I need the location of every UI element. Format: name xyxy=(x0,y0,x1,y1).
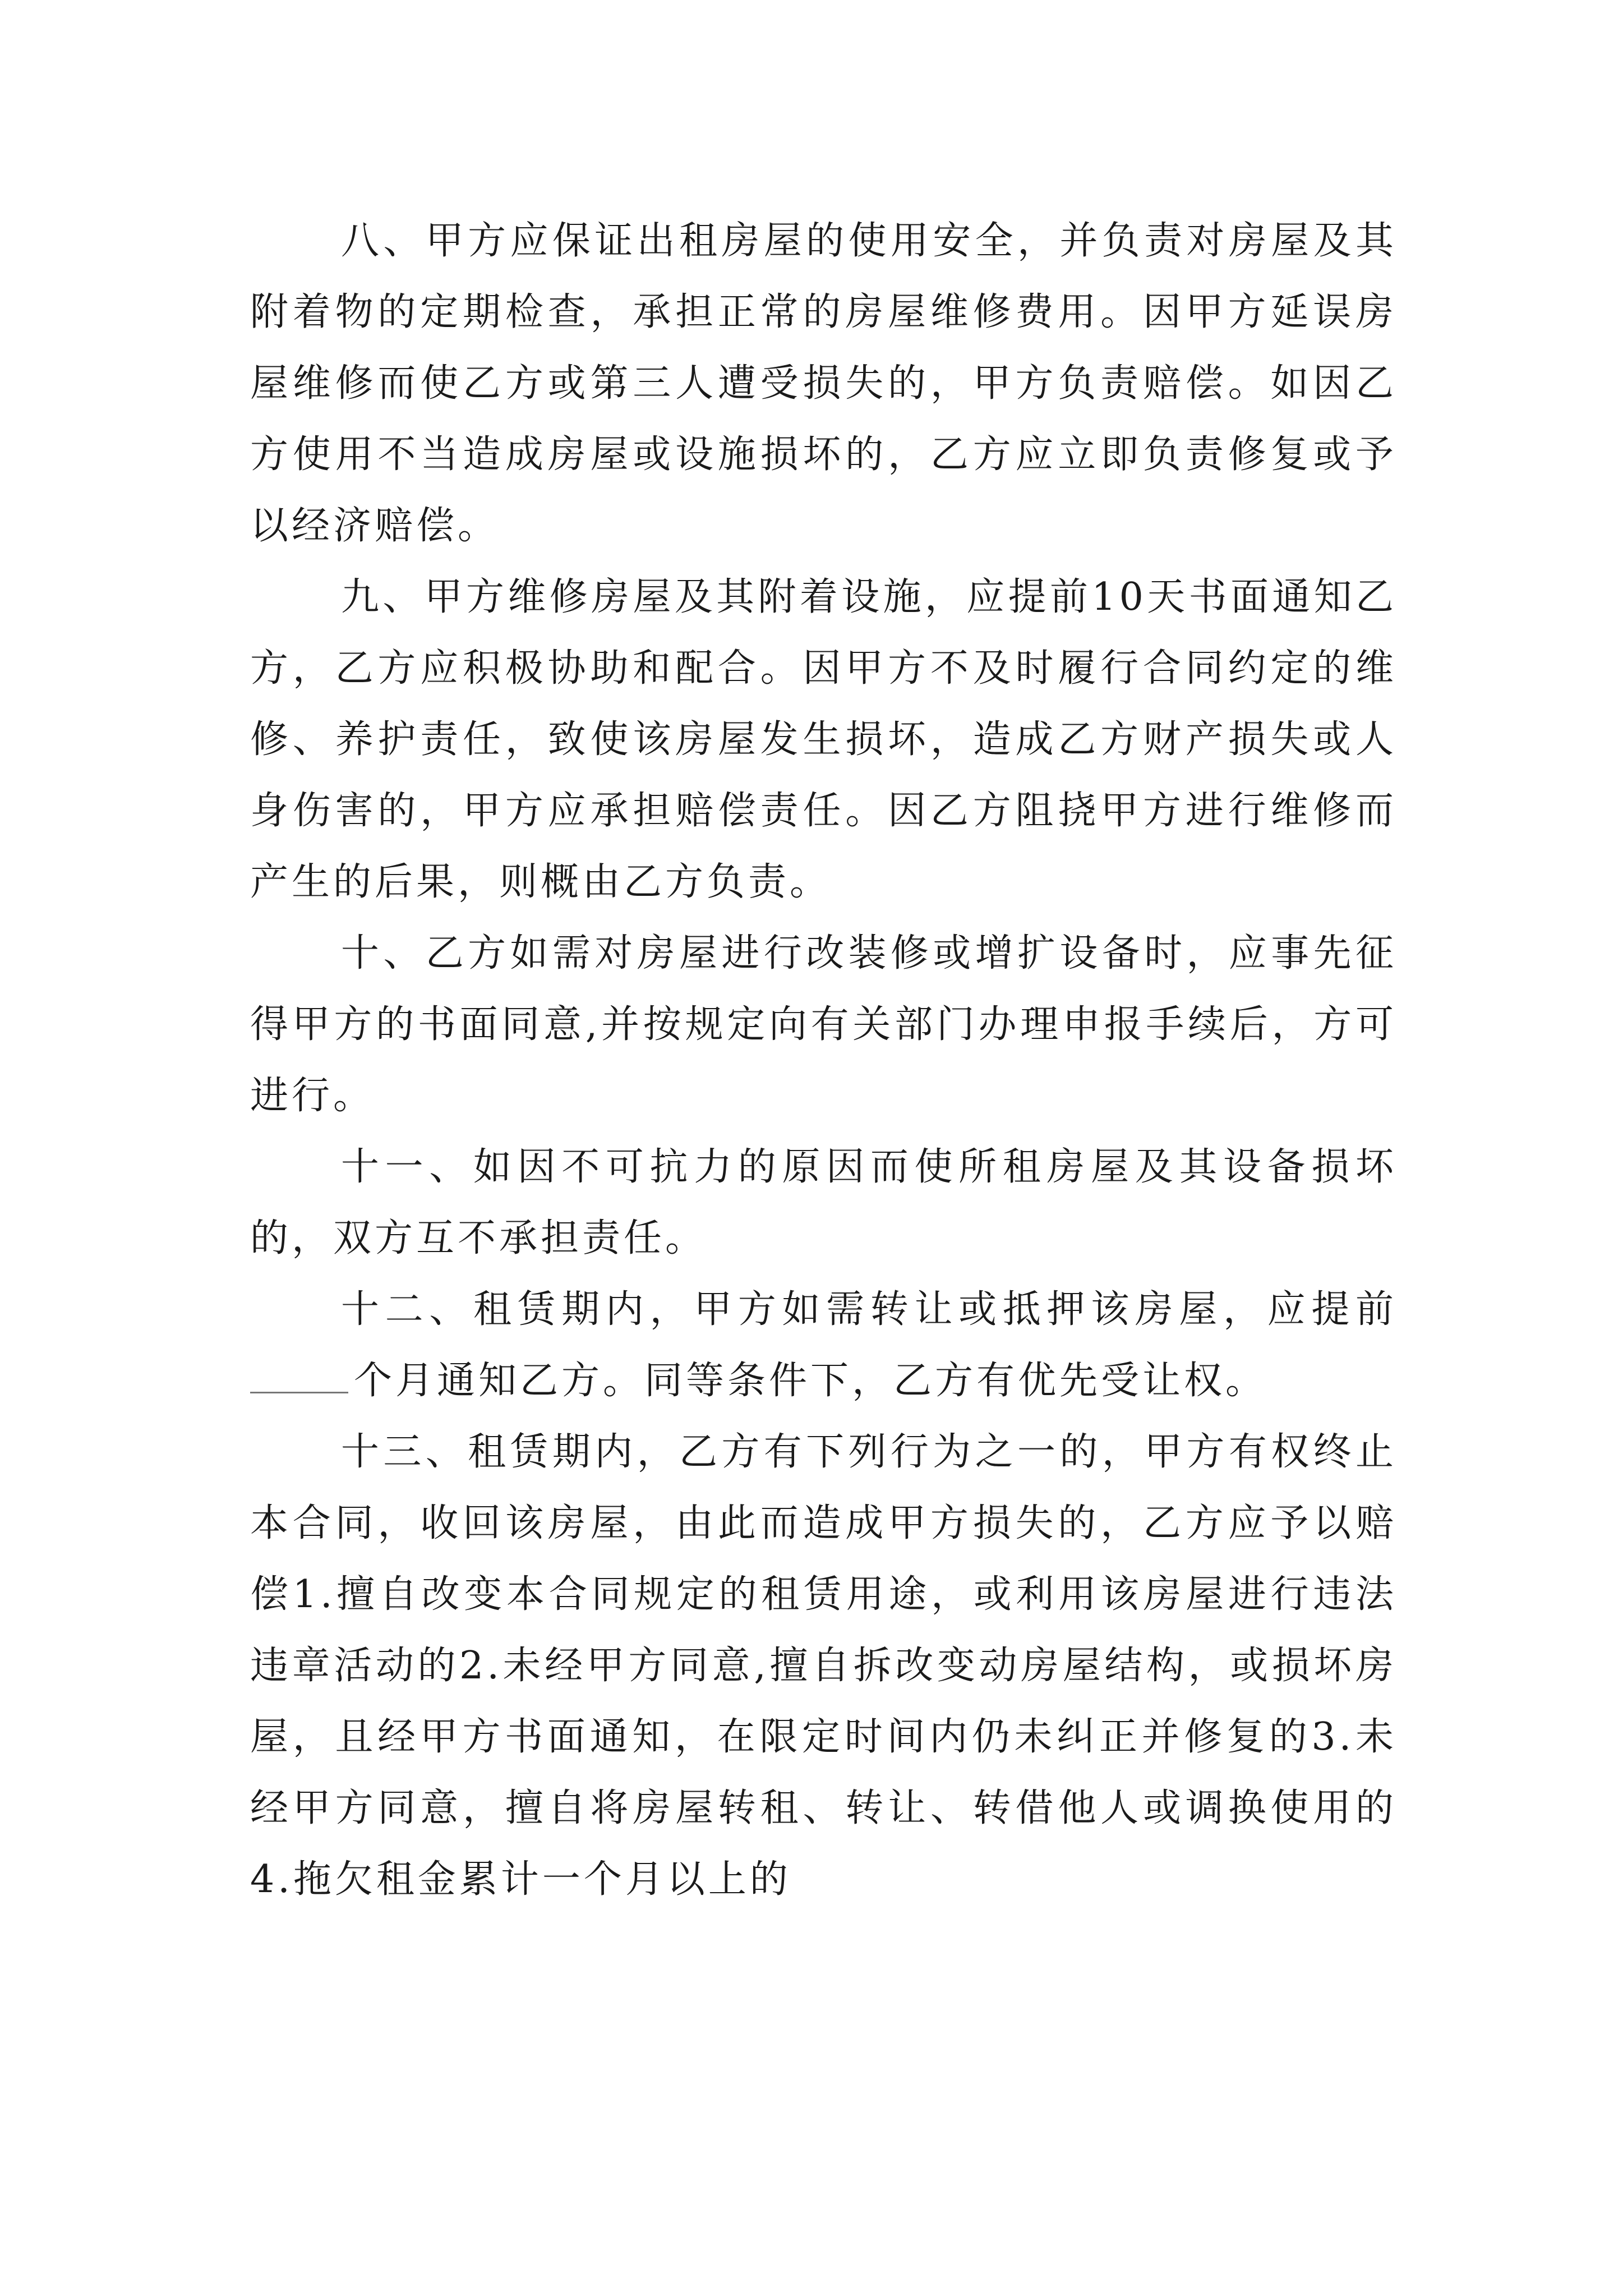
clause-12-paragraph xyxy=(250,1274,1397,1416)
clause-12-text-before-blank: 十二、租赁期内，甲方如需转让或抵押该房屋，应提前 xyxy=(341,1287,1397,1332)
clause-8-paragraph: 八、甲方应保证出租房屋的使用安全，并负责对房屋及其附着物的定期检查，承担正常的房屋维修费用。因甲方延误房屋维修而使乙方或第三人遭受损失的，甲方负责赔偿。如因乙方使用不当造成房屋或设施损坏的，乙方应立即负责修复或予以经济赔偿。 xyxy=(250,219,1397,548)
document-body xyxy=(250,205,1397,1915)
clause-13-paragraph: 十三、租赁期内，乙方有下列行为之一的，甲方有权终止本合同，收回该房屋，由此而造成甲方损失的，乙方应予以赔偿1.擅自改变本合同规定的租赁用途，或利用该房屋进行违法违章活动的2.未经甲方同意,擅自拆改变动房屋结构，或损坏房屋，且经甲方书面通知，在限定时间内仍未纠正并修复的3.未经甲方同意，擅自将房屋转租、转让、转借他人或调换使用的4.拖欠租金累计一个月以上的 xyxy=(250,1430,1397,1902)
clause-12-text-after-blank: 个月通知乙方。同等条件下，乙方有优先受让权。 xyxy=(354,1359,1267,1403)
fill-in-blank-line xyxy=(250,1389,348,1393)
clause-11-paragraph: 十一、如因不可抗力的原因而使所租房屋及其设备损坏的，双方互不承担责任。 xyxy=(250,1145,1397,1260)
clause-10-paragraph: 十、乙方如需对房屋进行改装修或增扩设备时，应事先征得甲方的书面同意,并按规定向有关部门办理申报手续后，方可进行。 xyxy=(250,931,1397,1118)
clause-9-paragraph: 九、甲方维修房屋及其附着设施，应提前10天书面通知乙方，乙方应积极协助和配合。因甲方不及时履行合同约定的维修、养护责任，致使该房屋发生损坏，造成乙方财产损失或人身伤害的，甲方应承担赔偿责任。因乙方阻挠甲方进行维修而产生的后果，则概由乙方负责。 xyxy=(250,575,1397,904)
